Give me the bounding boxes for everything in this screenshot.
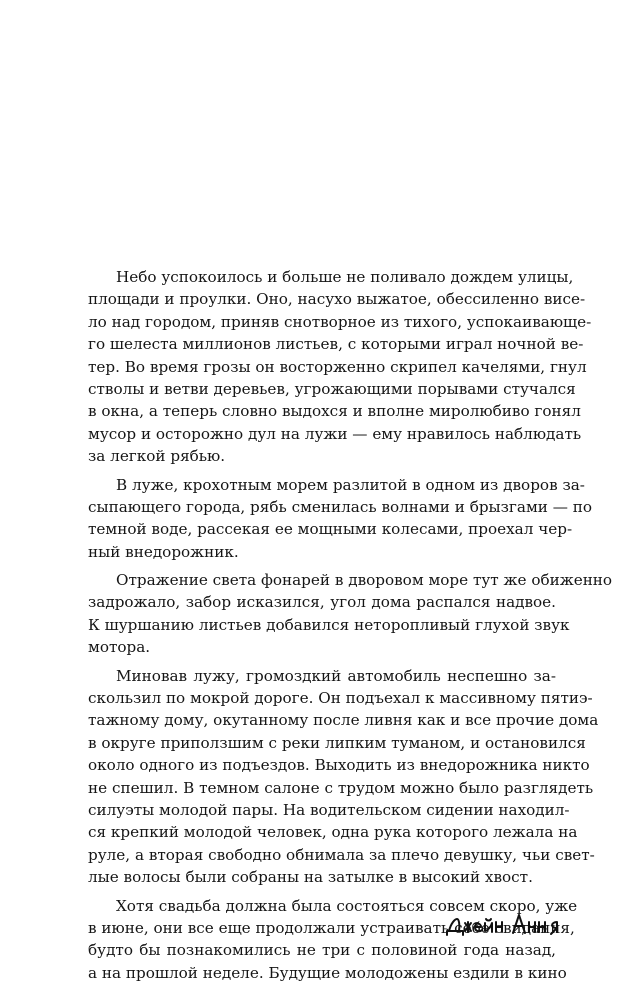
text-line: го шелеста миллионов листьев, с которыми играл ночной ве- (88, 335, 584, 354)
text-line: за легкой рябью. (88, 447, 226, 466)
body-text (88, 266, 613, 984)
paragraph-2 (88, 474, 592, 564)
text-line: в округе приползшим с реки липким туманом, и остановился (88, 733, 586, 752)
text-line: тер. Во время грозы он восторженно скрипел качелями, гнул (88, 357, 587, 376)
signature-handwriting-icon (445, 905, 565, 945)
text-line: Отражение света фонарей в дворовом море тут же обиженно (116, 571, 613, 590)
text-line: Миновав лужу, громоздкий автомобиль неспешно за- (116, 666, 556, 685)
text-line: сыпающего города, рябь сменилась волнами и брызгами — по (88, 497, 592, 516)
text-line: не спешил. В темном салоне с трудом можно было разглядеть (88, 778, 594, 797)
text-line: площади и проулки. Оно, насухо выжатое, обессиленно висе- (88, 290, 586, 309)
text-line: лые волосы были собраны на затылке в высокий хвост. (88, 868, 533, 887)
text-line: руле, а вторая свободно обнимала за плечо девушку, чьи свет- (88, 845, 595, 864)
text-line: мотора. (88, 638, 151, 657)
text-line: ся крепкий молодой человек, одна рука которого лежала на (88, 823, 578, 842)
text-line: ный внедорожник. (88, 542, 239, 561)
text-line: ло над городом, приняв снотворное из тихого, успокаивающе- (88, 312, 592, 331)
text-line: задрожало, забор исказился, угол дома распался надвое. (88, 593, 556, 612)
text-line: Небо успокоилось и больше не поливало дождем улицы, (116, 268, 574, 286)
paragraph-1 (88, 266, 592, 468)
text-line: тажному дому, окутанному после ливня как и все прочие дома (88, 711, 599, 730)
text-line: а на прошлой неделе. Будущие молодожены ездили в кино (88, 963, 567, 982)
text-line: в июне, они все еще продолжали устраивать себе свидания, (88, 918, 575, 937)
text-line: скользил по мокрой дороге. Он подъехал к массивному пятиэ- (88, 689, 593, 708)
paragraph-3 (88, 569, 613, 659)
text-line: Хотя свадьба должна была состояться совсем скоро, уже (116, 896, 578, 915)
text-line: мусор и осторожно дул на лужи — ему нравилось наблюдать (88, 424, 582, 443)
text-line: К шуршанию листьев добавился неторопливый глухой звук (88, 615, 570, 634)
text-line: стволы и ветви деревьев, угрожающими порывами стучался (88, 379, 576, 398)
author-signature (445, 905, 565, 945)
text-line: В луже, крохотным морем разлитой в одном из дворов за- (116, 475, 585, 494)
text-line: силуэты молодой пары. На водительском сидении находил- (88, 800, 570, 819)
text-line: будто бы познакомились не три с половиной года назад, (88, 941, 556, 960)
paragraph-4 (88, 665, 599, 889)
text-line: около одного из подъездов. Выходить из внедорожника никто (88, 756, 590, 775)
text-line: в окна, а теперь словно выдохся и вполне миролюбиво гонял (88, 402, 581, 421)
text-line: темной воде, рассекая ее мощными колесами, проехал чер- (88, 520, 573, 539)
